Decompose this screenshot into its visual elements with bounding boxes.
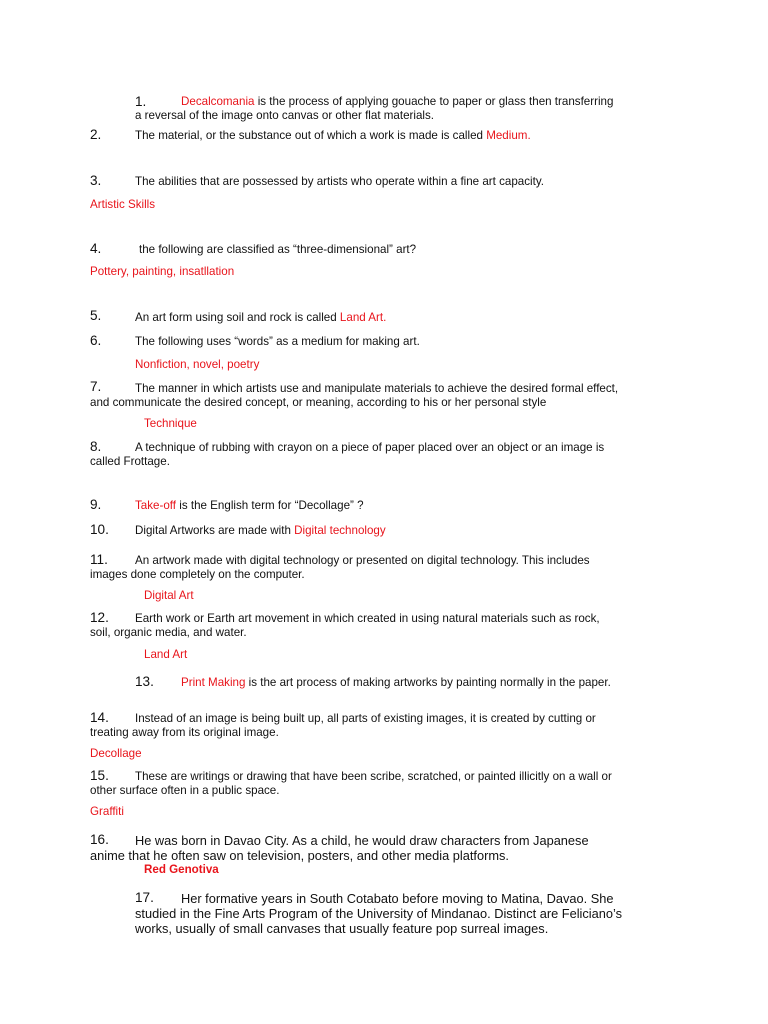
q7-text: The manner in which artists use and manipulate materials to achieve the desired formal effect, — [135, 382, 619, 395]
q13-answer: Print Making — [181, 676, 246, 689]
q11-text-line2: images done completely on the computer. — [90, 568, 305, 581]
q15-answer: Graffiti — [90, 805, 124, 818]
q17-text: Her formative years in South Cotabato before moving to Matina, Davao. She — [181, 891, 614, 906]
q9-text: is the English term for “Decollage” ? — [176, 499, 364, 512]
q17-text-line3: works, usually of small canvases that usually feature pop surreal images. — [135, 921, 549, 936]
q10-number: 10. — [90, 522, 109, 537]
q2-text: The material, or the substance out of which a work is made is called — [135, 129, 487, 142]
q14-text-line2: treating away from its original image. — [90, 726, 279, 739]
q10-text: Digital Artworks are made with — [135, 524, 295, 537]
q2-number: 2. — [90, 127, 102, 142]
q8-text: A technique of rubbing with crayon on a piece of paper placed over an object or an image is — [135, 441, 605, 454]
q4-text: the following are classified as “three-dimensional” art? — [139, 243, 417, 256]
q7-answer: Technique — [144, 417, 197, 430]
q1-answer: Decalcomania — [181, 95, 255, 108]
q1-text: is the process of applying gouache to paper or glass then transferring — [254, 95, 614, 108]
q5-text: An art form using soil and rock is called — [135, 311, 340, 324]
q6-text: The following uses “words” as a medium for making art. — [135, 335, 420, 348]
q16-number: 16. — [90, 832, 109, 847]
q9-number: 9. — [90, 497, 102, 512]
q13-text: is the art process of making artworks by painting normally in the paper. — [245, 676, 611, 689]
q16-text: He was born in Davao City. As a child, he would draw characters from Japanese — [135, 833, 589, 848]
q14-number: 14. — [90, 710, 109, 725]
q7-number: 7. — [90, 379, 102, 394]
q12-number: 12. — [90, 610, 109, 625]
q14-answer: Decollage — [90, 747, 142, 760]
q1-text-line2: a reversal of the image onto canvas or other flat materials. — [135, 109, 435, 122]
q3-number: 3. — [90, 173, 102, 188]
q5-number: 5. — [90, 308, 102, 323]
q12-answer: Land Art — [144, 648, 188, 661]
q11-answer: Digital Art — [144, 589, 194, 602]
q4-number: 4. — [90, 241, 102, 256]
q16-text-line2: anime that he often saw on television, posters, and other media platforms. — [90, 848, 509, 863]
q5-answer: Land Art. — [339, 311, 387, 324]
q1-number: 1. — [135, 94, 147, 109]
q16-answer: Red Genotiva — [144, 863, 219, 876]
q6-number: 6. — [90, 333, 102, 348]
q9-answer: Take-off — [135, 499, 177, 512]
q4-answer: Pottery, painting, insatllation — [90, 265, 235, 278]
q15-text: These are writings or drawing that have been scribe, scratched, or painted illicitly on a wall or — [135, 770, 612, 783]
q7-text-line2: and communicate the desired concept, or meaning, according to his or her personal style — [90, 396, 547, 409]
q14-text: Instead of an image is being built up, all parts of existing images, it is created by cutting or — [135, 712, 596, 725]
q3-answer: Artistic Skills — [90, 198, 156, 211]
q8-text-line2: called Frottage. — [90, 455, 170, 468]
q6-answer: Nonfiction, novel, poetry — [135, 358, 260, 371]
q13-number: 13. — [135, 674, 154, 689]
q15-number: 15. — [90, 768, 109, 783]
q3-text: The abilities that are possessed by artists who operate within a fine art capacity. — [135, 175, 544, 188]
q17-text-line2: studied in the Fine Arts Program of the University of Mindanao. Distinct are Feliciano’s — [135, 906, 622, 921]
q15-text-line2: other surface often in a public space. — [90, 784, 280, 797]
q11-number: 11. — [90, 552, 108, 567]
q11-text: An artwork made with digital technology or presented on digital technology. This includes — [135, 554, 590, 567]
q8-number: 8. — [90, 439, 102, 454]
q17-number: 17. — [135, 890, 154, 905]
q2-answer: Medium. — [486, 129, 531, 142]
q12-text-line2: soil, organic media, and water. — [90, 626, 247, 639]
q10-answer: Digital technology — [294, 524, 386, 537]
q12-text: Earth work or Earth art movement in which created in using natural materials such as rock, — [135, 612, 600, 625]
